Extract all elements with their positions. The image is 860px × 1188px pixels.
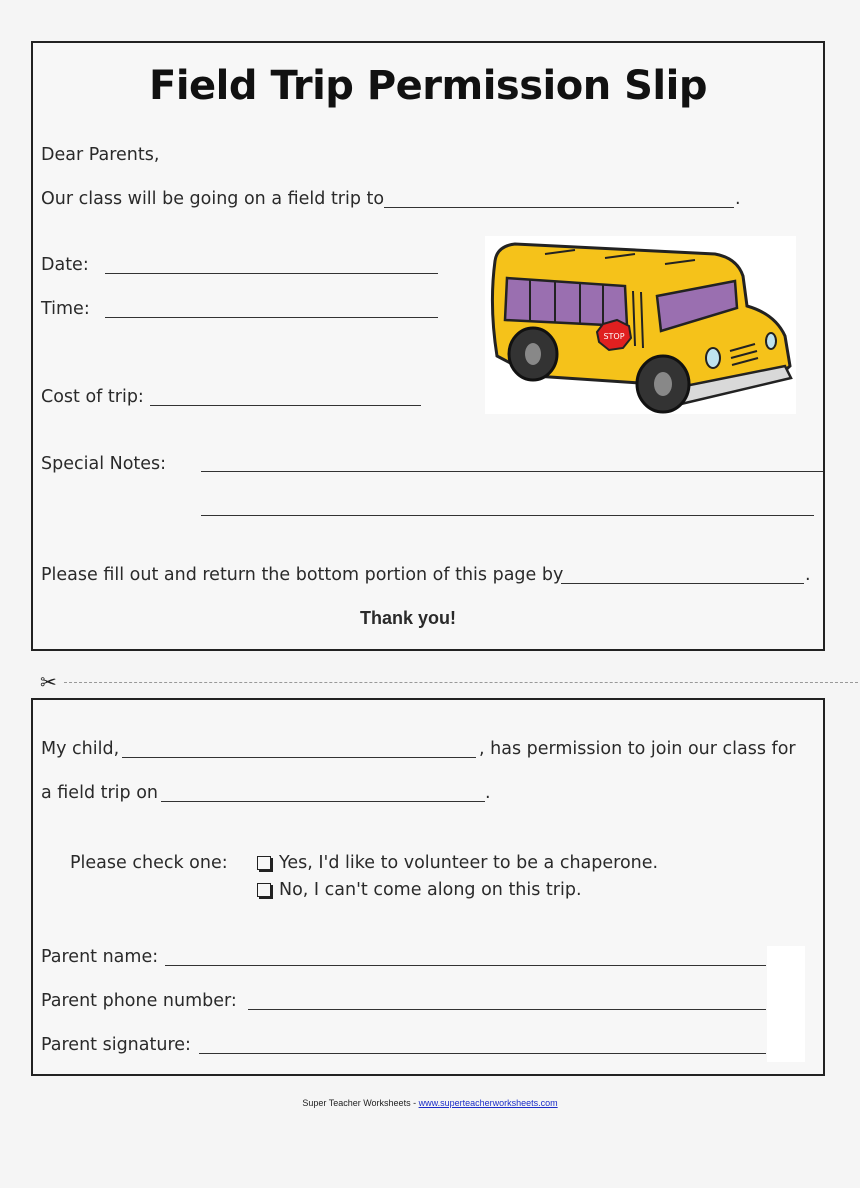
- parent-name-label: Parent name:: [41, 947, 159, 967]
- parent-phone-field[interactable]: [248, 1009, 766, 1010]
- return-by-label: Please fill out and return the bottom portion of this page by: [41, 565, 564, 585]
- my-child-label: My child,: [41, 739, 120, 759]
- scissors-icon: ✂: [40, 670, 57, 694]
- date-field[interactable]: [105, 273, 438, 274]
- greeting: Dear Parents,: [41, 145, 160, 165]
- child-name-field[interactable]: [122, 757, 476, 758]
- permission-info-section: [31, 41, 825, 651]
- return-by-period: .: [805, 565, 811, 585]
- footer: [0, 1098, 860, 1108]
- option-no[interactable]: [257, 880, 582, 900]
- permission-text: , has permission to join our class for: [479, 739, 796, 759]
- blank-area: [767, 946, 805, 1062]
- school-bus-icon: [485, 236, 796, 414]
- special-notes-label: Special Notes:: [41, 454, 167, 474]
- trip-on-label: a field trip on: [41, 783, 158, 803]
- trip-destination-period: .: [735, 189, 741, 209]
- parent-name-field[interactable]: [165, 965, 766, 966]
- parent-signature-field[interactable]: [199, 1053, 766, 1054]
- permission-return-section: [31, 698, 825, 1076]
- check-one-label: Please check one:: [70, 853, 228, 873]
- trip-date-field[interactable]: [161, 801, 485, 802]
- svg-text:STOP: STOP: [603, 332, 625, 341]
- dashed-divider: [64, 682, 858, 683]
- trip-date-period: .: [485, 783, 491, 803]
- cost-label: Cost of trip:: [41, 387, 144, 407]
- parent-phone-label: Parent phone number:: [41, 991, 237, 1011]
- checkbox-icon[interactable]: [257, 883, 271, 897]
- footer-credit: Super Teacher Worksheets -: [302, 1098, 419, 1108]
- cost-field[interactable]: [150, 405, 421, 406]
- date-label: Date:: [41, 255, 89, 275]
- option-no-label: No, I can't come along on this trip.: [279, 880, 582, 900]
- cut-line: [40, 672, 858, 692]
- time-field[interactable]: [105, 317, 438, 318]
- parent-signature-label: Parent signature:: [41, 1035, 191, 1055]
- special-notes-field-2[interactable]: [201, 515, 814, 516]
- trip-destination-label: Our class will be going on a field trip to: [41, 189, 385, 209]
- footer-link[interactable]: www.superteacherworksheets.com: [418, 1098, 558, 1108]
- return-by-field[interactable]: [561, 583, 804, 584]
- special-notes-field-1[interactable]: [201, 471, 823, 472]
- time-label: Time:: [41, 299, 90, 319]
- option-yes-label: Yes, I'd like to volunteer to be a chaperone.: [279, 853, 659, 873]
- checkbox-icon[interactable]: [257, 856, 271, 870]
- option-yes[interactable]: [257, 853, 658, 873]
- thank-you-text: Thank you!: [360, 608, 457, 628]
- page-title: Field Trip Permission Slip: [149, 63, 707, 109]
- trip-destination-field[interactable]: [384, 207, 734, 208]
